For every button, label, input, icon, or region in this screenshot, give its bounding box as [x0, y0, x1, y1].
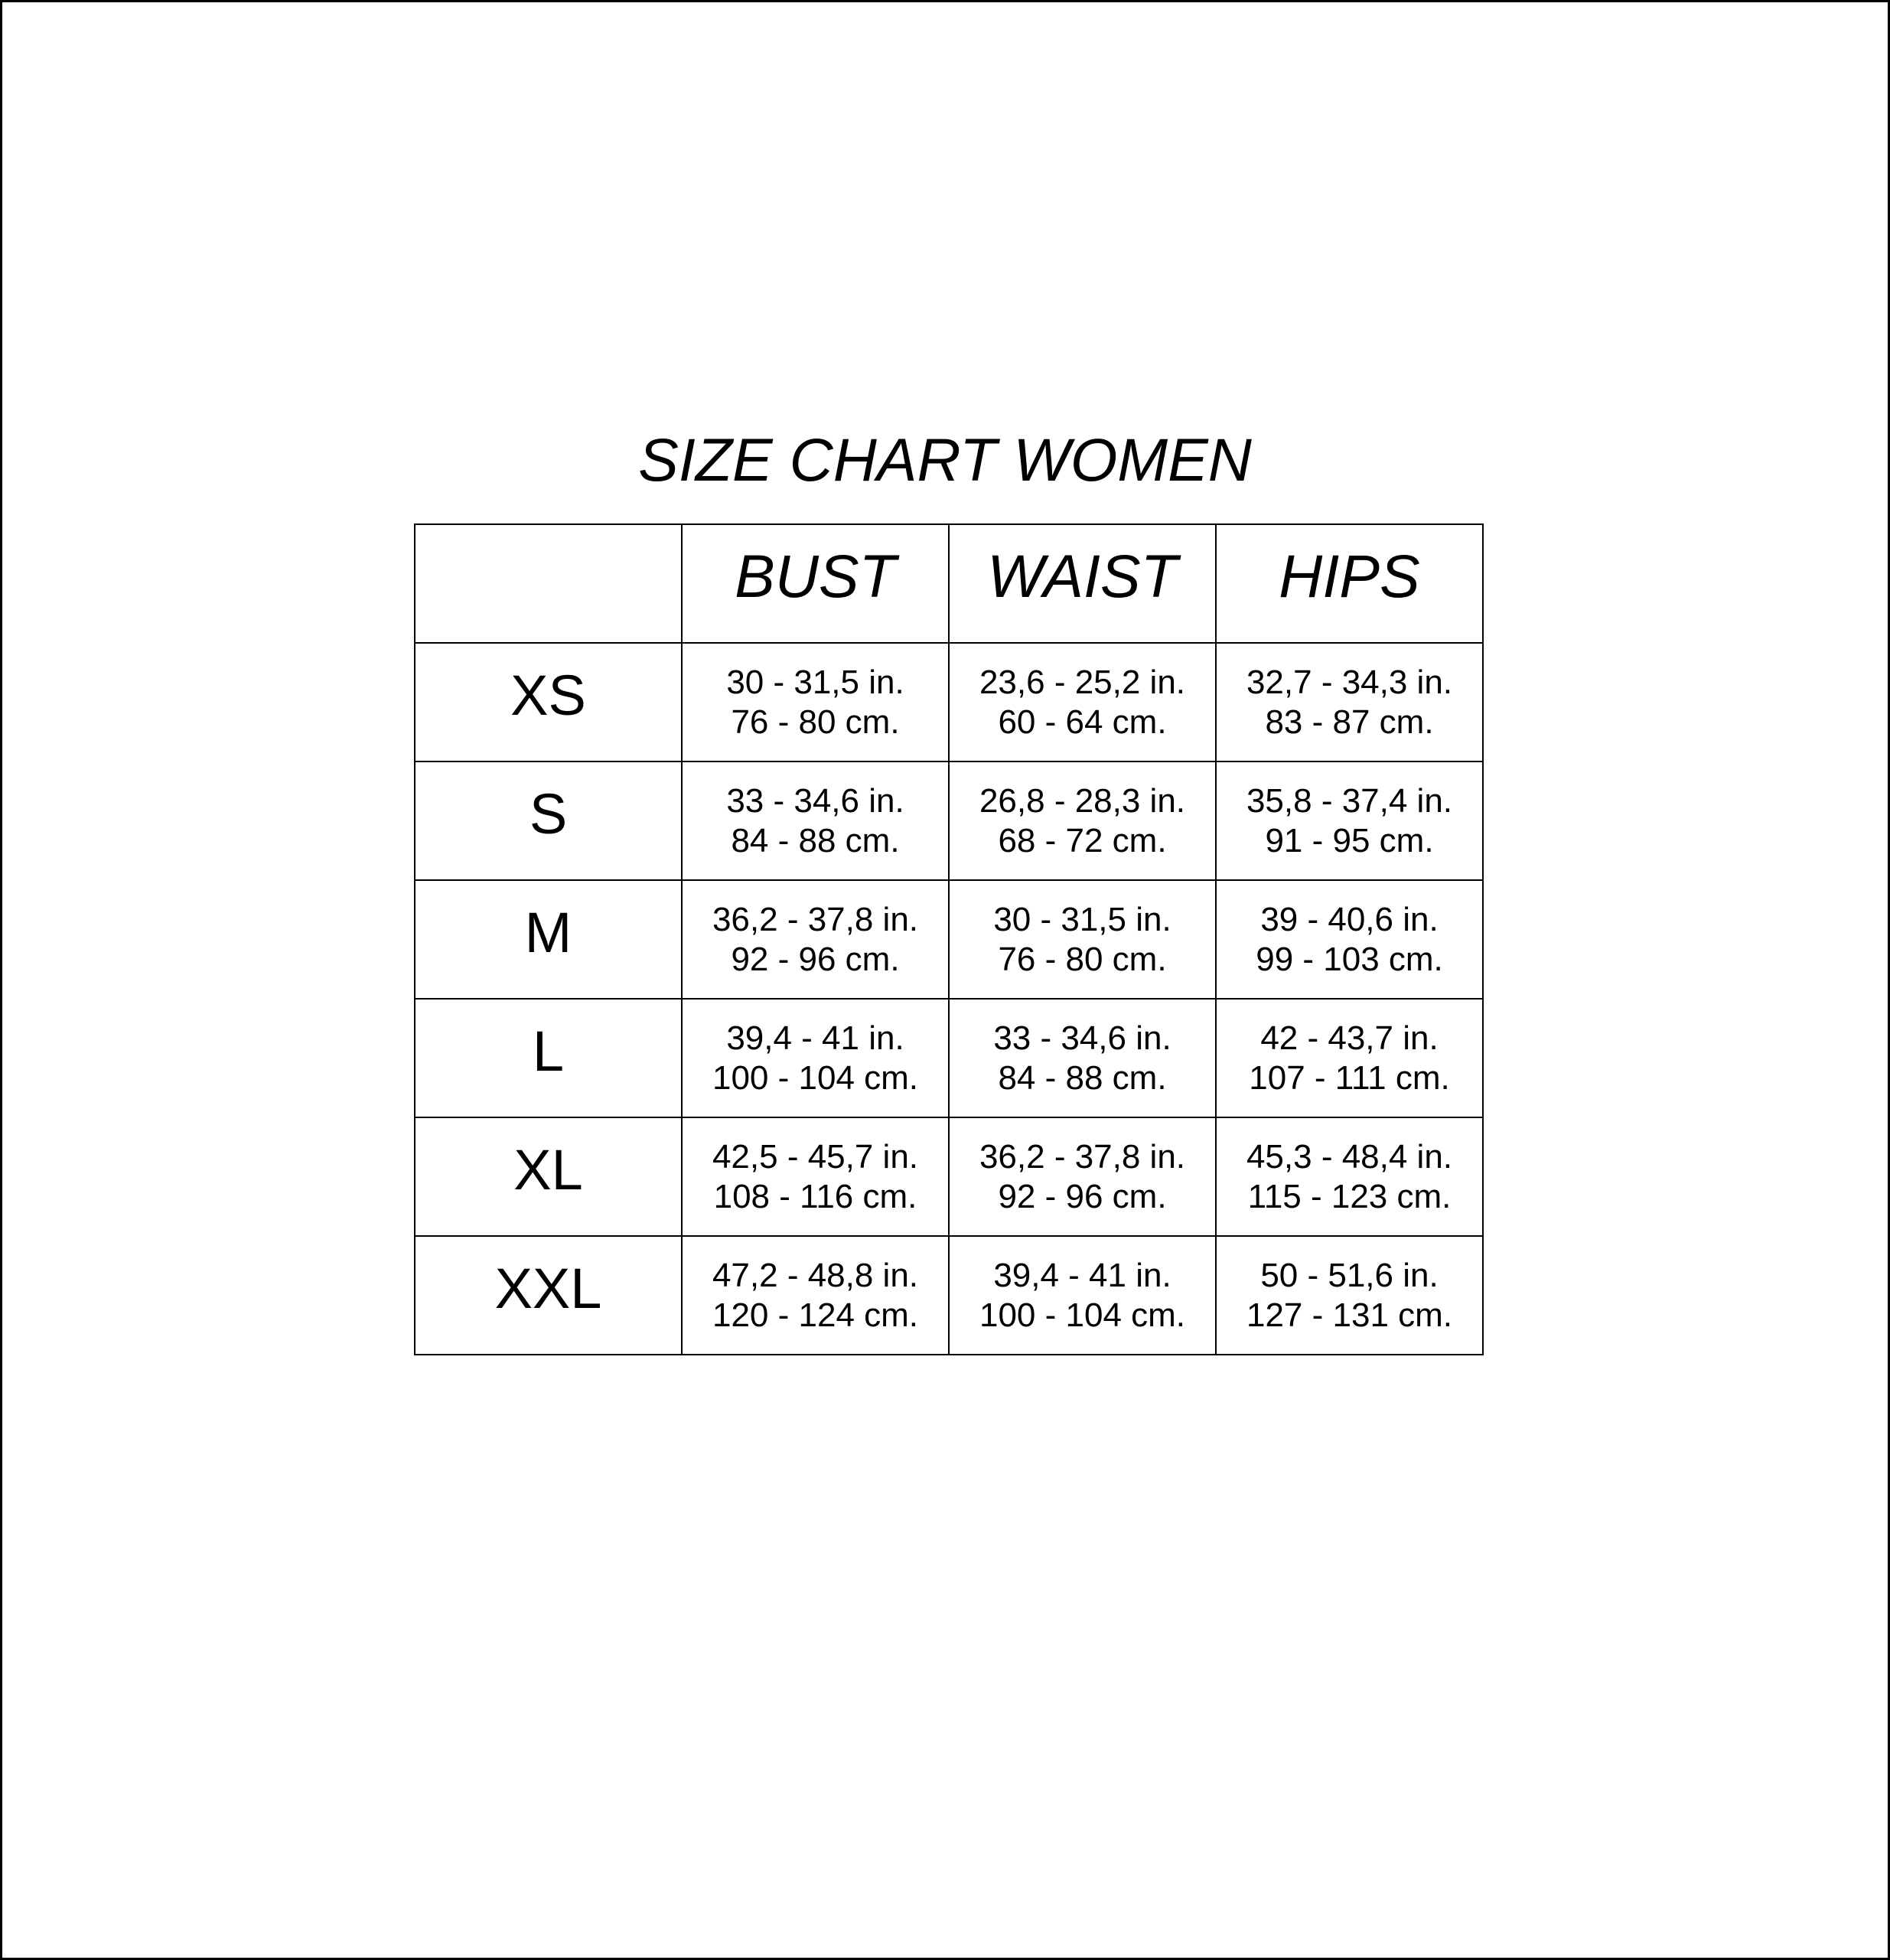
- waist-centimeters: 68 - 72 cm.: [998, 821, 1167, 859]
- waist-cell: [949, 1236, 1216, 1355]
- hips-inches: 32,7 - 34,3 in.: [1246, 663, 1453, 701]
- hips-cell: [1216, 1236, 1483, 1355]
- hips-centimeters: 99 - 103 cm.: [1256, 940, 1443, 978]
- waist-inches: 39,4 - 41 in.: [993, 1256, 1171, 1294]
- bust-cell: [682, 880, 949, 999]
- hips-cell: [1216, 643, 1483, 761]
- waist-cell: [949, 643, 1216, 761]
- waist-centimeters: 84 - 88 cm.: [998, 1058, 1167, 1097]
- size-label: L: [415, 999, 682, 1117]
- hips-centimeters: 115 - 123 cm.: [1247, 1177, 1452, 1215]
- hips-centimeters: 83 - 87 cm.: [1265, 703, 1434, 741]
- corner-cell: [415, 524, 682, 643]
- hips-cell: [1216, 880, 1483, 999]
- table-row: [415, 999, 1483, 1117]
- table-row: [415, 880, 1483, 999]
- size-label: XL: [415, 1117, 682, 1236]
- bust-inches: 30 - 31,5 in.: [726, 663, 904, 701]
- hips-centimeters: 127 - 131 cm.: [1246, 1296, 1453, 1334]
- bust-centimeters: 84 - 88 cm.: [731, 821, 900, 859]
- hips-cell: [1216, 761, 1483, 880]
- bust-centimeters: 76 - 80 cm.: [731, 703, 900, 741]
- hips-centimeters: 91 - 95 cm.: [1265, 821, 1434, 859]
- bust-inches: 36,2 - 37,8 in.: [712, 900, 919, 938]
- bust-inches: 33 - 34,6 in.: [726, 781, 904, 820]
- size-label: XXL: [415, 1236, 682, 1355]
- bust-cell: [682, 999, 949, 1117]
- hips-centimeters: 107 - 111 cm.: [1249, 1058, 1450, 1097]
- waist-cell: [949, 761, 1216, 880]
- waist-inches: 26,8 - 28,3 in.: [979, 781, 1186, 820]
- size-label: M: [415, 880, 682, 999]
- waist-inches: 33 - 34,6 in.: [993, 1019, 1171, 1057]
- bust-cell: [682, 643, 949, 761]
- waist-cell: [949, 1117, 1216, 1236]
- bust-centimeters: 108 - 116 cm.: [713, 1177, 917, 1215]
- waist-inches: 23,6 - 25,2 in.: [979, 663, 1186, 701]
- waist-cell: [949, 999, 1216, 1117]
- bust-cell: [682, 1236, 949, 1355]
- table-row: [415, 1117, 1483, 1236]
- page-title: SIZE CHART WOMEN: [638, 426, 1252, 494]
- bust-cell: [682, 761, 949, 880]
- hips-cell: [1216, 1117, 1483, 1236]
- waist-centimeters: 76 - 80 cm.: [998, 940, 1167, 978]
- hips-inches: 50 - 51,6 in.: [1260, 1256, 1439, 1294]
- column-header-bust: BUST: [682, 524, 949, 643]
- hips-cell: [1216, 999, 1483, 1117]
- waist-centimeters: 92 - 96 cm.: [998, 1177, 1167, 1215]
- table-row: [415, 643, 1483, 761]
- bust-inches: 39,4 - 41 in.: [726, 1019, 904, 1057]
- waist-inches: 36,2 - 37,8 in.: [979, 1137, 1186, 1176]
- waist-inches: 30 - 31,5 in.: [993, 900, 1171, 938]
- size-label: S: [415, 761, 682, 880]
- bust-cell: [682, 1117, 949, 1236]
- waist-centimeters: 60 - 64 cm.: [998, 703, 1167, 741]
- size-chart-table: [414, 523, 1484, 1355]
- hips-inches: 45,3 - 48,4 in.: [1246, 1137, 1453, 1176]
- table-row: [415, 1236, 1483, 1355]
- column-header-waist: WAIST: [949, 524, 1216, 643]
- bust-inches: 47,2 - 48,8 in.: [712, 1256, 919, 1294]
- hips-inches: 42 - 43,7 in.: [1260, 1019, 1439, 1057]
- waist-centimeters: 100 - 104 cm.: [979, 1296, 1186, 1334]
- hips-inches: 39 - 40,6 in.: [1260, 900, 1439, 938]
- bust-centimeters: 92 - 96 cm.: [731, 940, 900, 978]
- column-header-hips: HIPS: [1216, 524, 1483, 643]
- size-label: XS: [415, 643, 682, 761]
- table-row: [415, 761, 1483, 880]
- waist-cell: [949, 880, 1216, 999]
- bust-centimeters: 100 - 104 cm.: [712, 1058, 919, 1097]
- hips-inches: 35,8 - 37,4 in.: [1246, 781, 1453, 820]
- bust-centimeters: 120 - 124 cm.: [712, 1296, 919, 1334]
- table-header-row: [415, 524, 1483, 643]
- bust-inches: 42,5 - 45,7 in.: [712, 1137, 919, 1176]
